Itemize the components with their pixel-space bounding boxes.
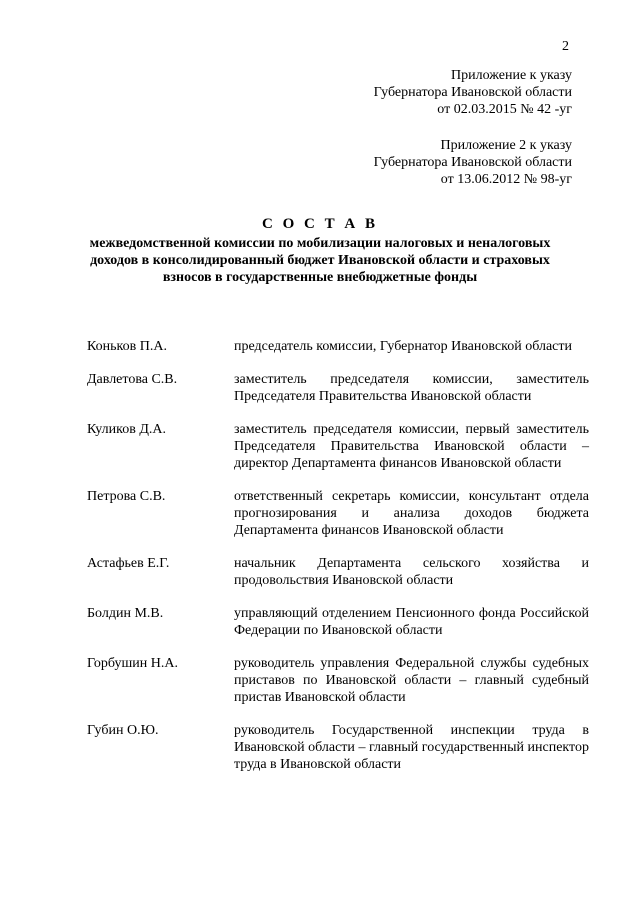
page-number: 2 [562,39,569,54]
member-row [87,555,589,589]
member-row [87,338,589,355]
member-name: Горбушин Н.А. [87,656,178,671]
heading-subtitle: межведомственной комиссии по мобилизации налоговых и неналоговых доходов в консолидированный бюджет Ивановской области и страховых взносов в государственные внебюджетные фонды [89,236,551,285]
appendix-current-line-1: Приложение к указу [451,68,572,83]
member-role: заместитель председателя комиссии, заместитель Председателя Правительства Ивановской области [234,372,589,404]
member-row [87,488,589,539]
member-role: заместитель председателя комиссии, первый заместитель Председателя Правительства Ивановской области – директор Департамента финансов Ивановской области [234,422,589,471]
member-row [87,421,589,472]
member-name: Губин О.Ю. [87,723,159,738]
members-list [87,338,589,773]
member-role: руководитель управления Федеральной службы судебных приставов по Ивановской области – главный судебный пристав Ивановской области [234,656,589,705]
member-row [87,605,589,639]
appendix-current-line-2: Губернатора Ивановской области [373,85,572,100]
appendix-previous-line-3: от 13.06.2012 № 98-уг [440,172,572,187]
appendix-current-block [374,67,572,118]
member-name: Болдин М.В. [87,606,164,621]
member-row [87,371,589,405]
member-role: ответственный секретарь комиссии, консультант отдела прогнозирования и анализа доходов бюджета Департамента финансов Ивановской области [234,489,589,538]
member-role: управляющий отделением Пенсионного фонда Российской Федерации по Ивановской области [234,606,589,638]
member-row [87,655,589,706]
member-role: председатель комиссии, Губернатор Ивановской области [234,339,572,354]
member-name: Коньков П.А. [87,339,167,354]
member-name: Куликов Д.А. [87,422,167,437]
member-name: Астафьев Е.Г. [87,556,170,571]
appendix-previous-line-2: Губернатора Ивановской области [373,155,572,170]
appendix-previous-line-1: Приложение 2 к указу [440,138,572,153]
member-role: начальник Департамента сельского хозяйства и продовольствия Ивановской области [234,556,589,588]
member-name: Давлетова С.В. [87,372,178,387]
appendix-current-line-3: от 02.03.2015 № 42 -уг [437,102,572,117]
member-role: руководитель Государственной инспекции труда в Ивановской области – главный государственный инспектор труда в Ивановской области [234,723,589,772]
heading-title: С О С Т А В [262,216,378,232]
document-heading [70,216,570,286]
member-row [87,722,589,773]
appendix-previous-block [374,137,572,188]
member-name: Петрова С.В. [87,489,166,504]
